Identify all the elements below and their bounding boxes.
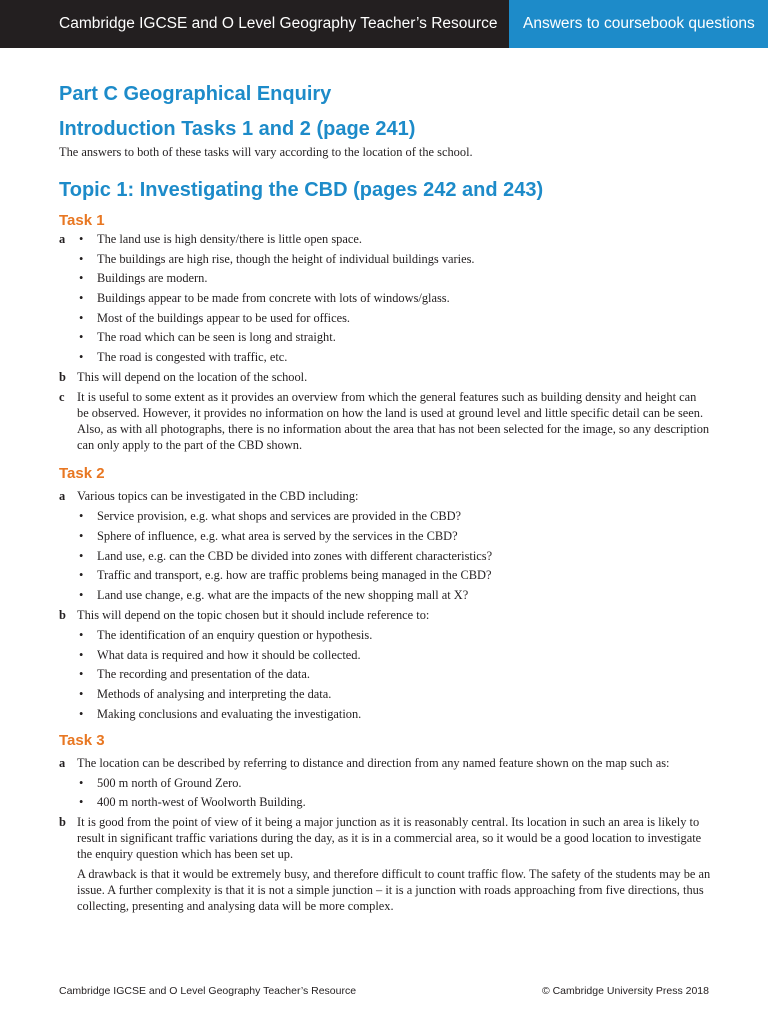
list-item: • Methods of analysing and interpreting the data.	[77, 686, 711, 702]
task2-item-a	[59, 488, 711, 603]
list-item: • Buildings appear to be made from concrete with lots of windows/glass.	[77, 290, 711, 306]
task1-a-bullets	[77, 231, 711, 365]
task3-item-a	[59, 755, 711, 811]
list-item: • Most of the buildings appear to be used for offices.	[77, 310, 711, 326]
intro-text: The answers to both of these tasks will vary according to the location of the school.	[59, 145, 473, 159]
list-item: • The recording and presentation of the data.	[77, 666, 711, 682]
header-badge	[509, 0, 768, 48]
list-item: • Land use change, e.g. what are the impacts of the new shopping mall at X?	[77, 587, 711, 603]
page-header	[0, 0, 768, 48]
item-letter: a	[59, 489, 66, 504]
task2-b-bullets	[77, 627, 711, 722]
task1-b-text: This will depend on the location of the school.	[77, 370, 308, 385]
header-title: Cambridge IGCSE and O Level Geography Teacher’s Resource	[59, 15, 498, 32]
list-item: • Sphere of influence, e.g. what area is served by the services in the CBD?	[77, 528, 711, 544]
item-letter: b	[59, 607, 66, 622]
task2-a-text: Various topics can be investigated in the CBD including:	[77, 489, 359, 504]
task3-a-bullets	[77, 775, 711, 811]
list-item: • The identification of an enquiry question or hypothesis.	[77, 627, 711, 643]
page-content	[59, 78, 711, 918]
task3-item-b	[59, 814, 711, 914]
header-badge-label: Answers to coursebook questions	[523, 15, 755, 32]
list-item: • Making conclusions and evaluating the investigation.	[77, 706, 711, 722]
list-item: • Buildings are modern.	[77, 270, 711, 286]
part-title: Part C Geographical Enquiry	[59, 83, 332, 105]
list-item: • Land use, e.g. can the CBD be divided into zones with different characteristics?	[77, 548, 711, 564]
footer-left: Cambridge IGCSE and O Level Geography Teacher’s Resource	[59, 985, 357, 997]
task1-item-b	[59, 369, 711, 385]
task3-b-text1: It is good from the point of view of it being a major junction as it is reasonably central. Its location in such an area is likely to result in significant traffic variations during the day, as it is in a commercial area, so it would be a good location to investigate the enquiry question which has been set up.	[77, 815, 702, 862]
list-item: • The road which can be seen is long and straight.	[77, 329, 711, 345]
task2-b-text: This will depend on the topic chosen but it should include reference to:	[77, 607, 430, 622]
list-item: • The land use is high density/there is little open space.	[77, 231, 711, 247]
list-item: • Service provision, e.g. what shops and services are provided in the CBD?	[77, 508, 711, 524]
task2-item-b	[59, 607, 711, 722]
list-item: • What data is required and how it should be collected.	[77, 647, 711, 663]
topic1-heading: Topic 1: Investigating the CBD (pages 242 and 243)	[59, 179, 544, 201]
task3-b-text2: A drawback is that it would be extremely busy, and therefore difficult to count traffic flow. The safety of the students may be an issue. A further complexity is that it is not a simple junction – it is a junction with roads approaching from five directions, thus collecting, presenting and analysing data will be more complex.	[77, 867, 711, 914]
list-item: • The buildings are high rise, though the height of individual buildings varies.	[77, 251, 711, 267]
item-letter: c	[59, 390, 65, 405]
item-letter: b	[59, 815, 66, 830]
list-item: • 400 m north-west of Woolworth Building.	[77, 794, 711, 810]
task1-item-c	[59, 389, 711, 453]
list-item: • The road is congested with traffic, etc.	[77, 349, 711, 365]
task3-a-text: The location can be described by referring to distance and direction from any named feature shown on the map such as:	[77, 755, 670, 770]
item-letter: a	[59, 755, 66, 770]
task2-heading: Task 2	[59, 465, 105, 483]
list-item: • Traffic and transport, e.g. how are traffic problems being managed in the CBD?	[77, 567, 711, 583]
task3-heading: Task 3	[59, 731, 105, 749]
task1-item-a	[59, 231, 711, 365]
task1-c-text: It is useful to some extent as it provides an overview from which the general features such as building density and height can be observed. However, it provides no information on how the land is used at ground level and little specific detail can be seen. Also, as with all photographs, there is no information about the area that has not been selected for the image, so any description can only apply to the part of the CBD shown.	[77, 390, 710, 453]
item-letter: b	[59, 370, 66, 385]
task2-a-bullets	[77, 508, 711, 603]
list-item: • 500 m north of Ground Zero.	[77, 775, 711, 791]
item-letter: a	[59, 232, 66, 246]
intro-heading: Introduction Tasks 1 and 2 (page 241)	[59, 118, 416, 140]
footer-copyright: © Cambridge University Press 2018	[541, 985, 709, 997]
task1-heading: Task 1	[59, 212, 105, 229]
